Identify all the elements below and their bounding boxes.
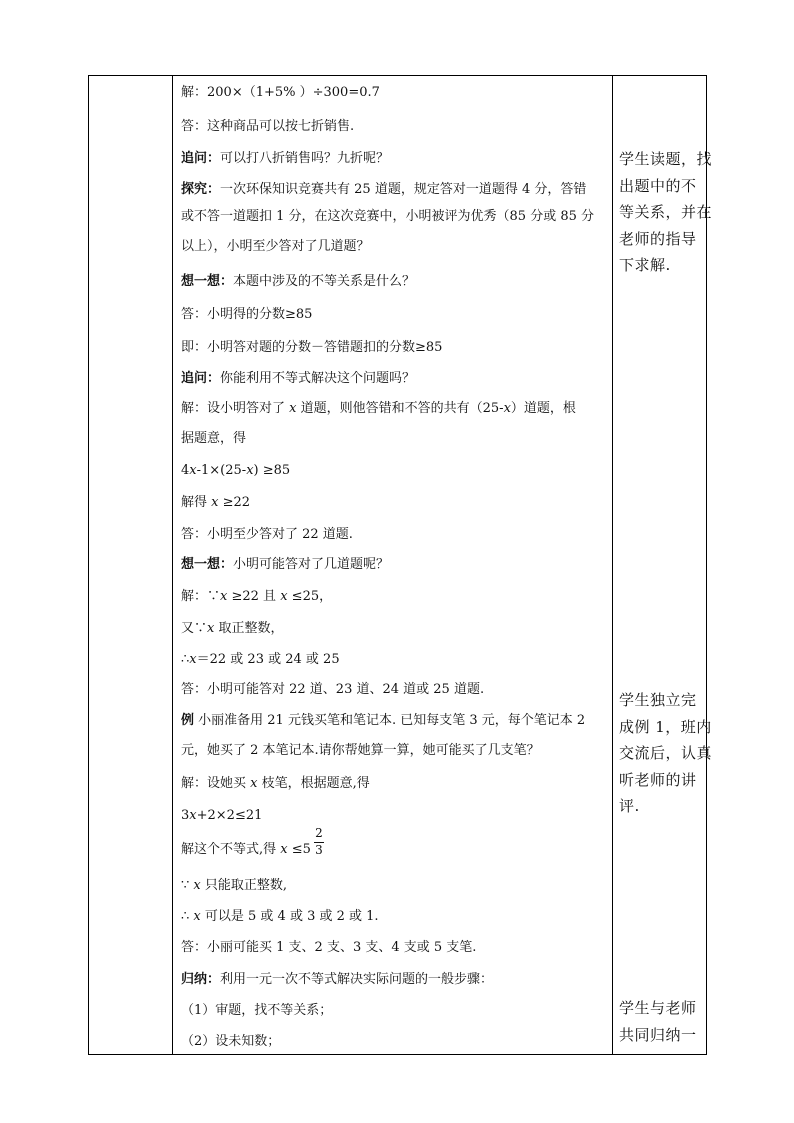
relation-statement: 即：小明答对题的分数－答错题扣的分数≥85 (181, 340, 443, 355)
example-problem-line-2: 元，她买了 2 本笔记本.请你帮她算一算，她可能买了几支笔？ (181, 743, 540, 758)
inequality-equation: 4x-1×(25-x) ≥85 (181, 463, 291, 478)
example-integer-condition: ∵ x 只能取正整数, (181, 878, 288, 893)
example-answer: 答：小丽可能买 1 支、2 支、3 支、4 支或 5 支笔. (181, 940, 477, 955)
answer-possible: 答：小明可能答对 22 道、23 道、24 道或 25 道题. (181, 682, 485, 697)
column-divider-right (612, 76, 613, 1054)
example-problem-line-1: 例 小丽准备用 21 元钱买笔和笔记本. 已知每支笔 3 元，每个笔记本 2 (181, 713, 586, 728)
solution-setup-line-2: 据题意，得 (181, 431, 247, 446)
answer-line: 答：这种商品可以按七折销售. (181, 119, 355, 134)
example-inequality: 3x+2×2≤21 (181, 808, 263, 823)
follow-up-question: 追问：可以打八折销售吗？九折呢？ (181, 151, 390, 166)
solution-setup-line-1: 解：设小明答对了 x 道题，则他答错和不答的共有（25-x）道题，根 (181, 401, 576, 416)
possible-values: ∴x＝22 或 23 或 24 或 25 (181, 652, 340, 667)
column-divider-left (172, 76, 173, 1054)
fraction-denominator: 3 (315, 843, 323, 857)
range-line: 解：∵x ≥22 且 x ≤25， (181, 589, 333, 604)
think-prompt: 想一想：本题中涉及的不等关系是什么？ (181, 274, 416, 289)
summary-step-1: （1）审题，找不等关系； (181, 1003, 333, 1018)
answer-score-inequality: 答：小明得的分数≥85 (181, 307, 313, 322)
student-activity-1: 学生读题，找 出题中的不 等关系，并在 老师的指导 下求解. (619, 150, 713, 274)
example-setup: 解：设她买 x 枝笔，根据题意,得 (181, 776, 370, 791)
think-prompt-2: 想一想：小明可能答对了几道题呢？ (181, 557, 390, 572)
explore-problem-line-2: 或不答一道题扣 1 分，在这次竞赛中，小明被评为优秀（85 分或 85 分 (181, 209, 595, 224)
student-activity-3: 学生与老师 共同归纳一 (619, 999, 697, 1044)
integer-condition: 又∵x 取正整数， (181, 621, 284, 636)
fraction-numerator: 2 (315, 826, 323, 840)
follow-up-question-2: 追问：你能利用不等式解决这个问题吗？ (181, 371, 416, 386)
explore-problem-line-1: 探究：一次环保知识竞赛共有 25 道题，规定答对一道题得 4 分，答错 (181, 182, 587, 197)
answer-at-least: 答：小明至少答对了 22 道题. (181, 527, 353, 542)
solution-line: 解：200×（1+5% ）÷300=0.7 (181, 85, 380, 100)
explore-problem-line-3: 以上），小明至少答对了几道题？ (181, 239, 370, 254)
student-activity-2: 学生独立完 成例 1，班内 交流后，认真 听老师的讲 评. (619, 691, 713, 815)
example-possible-values: ∴ x 可以是 5 或 4 或 3 或 2 或 1. (181, 909, 379, 924)
solution-result: 解得 x ≥22 (181, 495, 251, 510)
lesson-table (88, 75, 713, 1055)
summary-heading: 归纳：利用一元一次不等式解决实际问题的一般步骤： (181, 972, 494, 987)
example-solve: 解这个不等式,得 x ≤5 (181, 842, 311, 857)
summary-step-2: （2）设未知数； (181, 1034, 281, 1049)
